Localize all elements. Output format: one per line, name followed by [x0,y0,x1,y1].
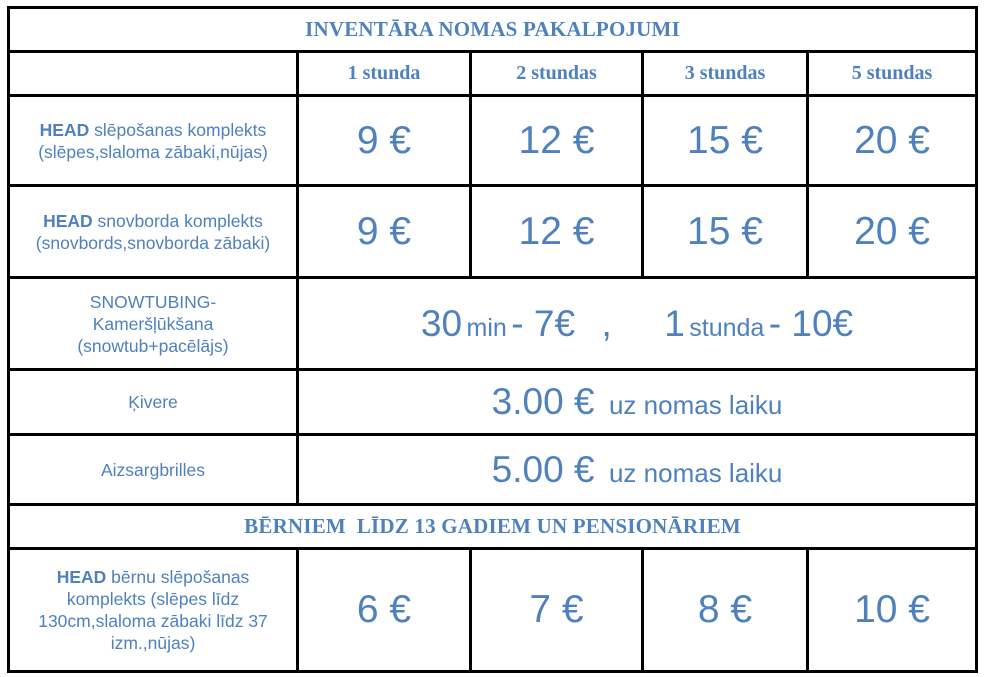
kids-ski-set-row [9,549,977,672]
helmet-price-cell [298,370,977,435]
label-line: SNOWTUBING- [89,291,217,312]
price-cell: 6 € [298,549,471,672]
column-header-2h: 2 stundas [471,52,643,96]
column-header-1h: 1 stunda [298,52,471,96]
price-cell: 15 € [643,96,808,186]
price-cell: 20 € [808,186,977,278]
ski-set-row [9,96,977,186]
column-header-5h: 5 stundas [808,52,977,96]
kids-ski-set-label [9,549,298,672]
helmet-label: Ķivere [9,370,298,435]
ski-set-label [9,96,298,186]
label-text: slēpošanas komplekts [89,119,267,140]
empty-corner-cell [9,52,298,96]
label-line: komplekts (slēpes līdz [66,589,240,609]
price-cell: 9 € [298,186,471,278]
price-cell: 20 € [808,96,977,186]
children-header-row [9,505,977,549]
price-cell: 7 € [471,549,643,672]
price-note: uz nomas laiku [608,390,783,420]
snowtubing-row [9,278,977,370]
price-note: uz nomas laiku [608,457,783,488]
price-value: 3.00 € [491,381,595,422]
label-line: (snowtub+pacēlājs) [77,335,229,356]
duration-number: 30 [420,302,463,344]
label-detail: (snovbords,snovborda zābaki) [35,232,271,253]
price-cell: 8 € [643,549,808,672]
goggles-price-cell [298,435,977,505]
children-section-title: BĒRNIEM LĪDZ 13 GADIEM UN PENSIONĀRIEM [9,505,977,549]
price-cell: 9 € [298,96,471,186]
snowboard-set-row [9,186,977,278]
label-line: 130cm,slaloma zābaki līdz 37 [38,611,268,631]
label-text: bērnu slēpošanas [106,567,250,587]
price-value: 5.00 € [491,448,595,490]
duration-unit: stunda [689,313,765,342]
price-cell: 12 € [471,96,643,186]
goggles-row [9,435,977,505]
column-header-3h: 3 stundas [643,52,808,96]
price-value: - 10€ [768,302,854,344]
goggles-label: Aizsargbrilles [9,435,298,505]
title-row [9,8,977,52]
snowtubing-prices [298,278,977,370]
label-line: izm.,nūjas) [110,633,196,653]
price-cell: 15 € [643,186,808,278]
brand-name: HEAD [43,210,93,231]
label-line: Kameršļūkšana [92,313,214,334]
rental-price-table [7,6,978,673]
duration-number: 1 [664,302,685,344]
snowboard-set-label [9,186,298,278]
brand-name: HEAD [56,567,107,587]
price-cell: 12 € [471,186,643,278]
duration-unit: min [466,313,507,342]
table-title: INVENTĀRA NOMAS PAKALPOJUMI [9,8,977,52]
label-text: snovborda komplekts [92,210,263,231]
column-header-row [9,52,977,96]
separator: , [601,302,612,344]
brand-name: HEAD [39,119,90,140]
helmet-row [9,370,977,435]
snowtubing-label [9,278,298,370]
price-cell: 10 € [808,549,977,672]
label-detail: (slēpes,slaloma zābaki,nūjas) [38,141,268,162]
price-value: - 7€ [511,302,576,344]
